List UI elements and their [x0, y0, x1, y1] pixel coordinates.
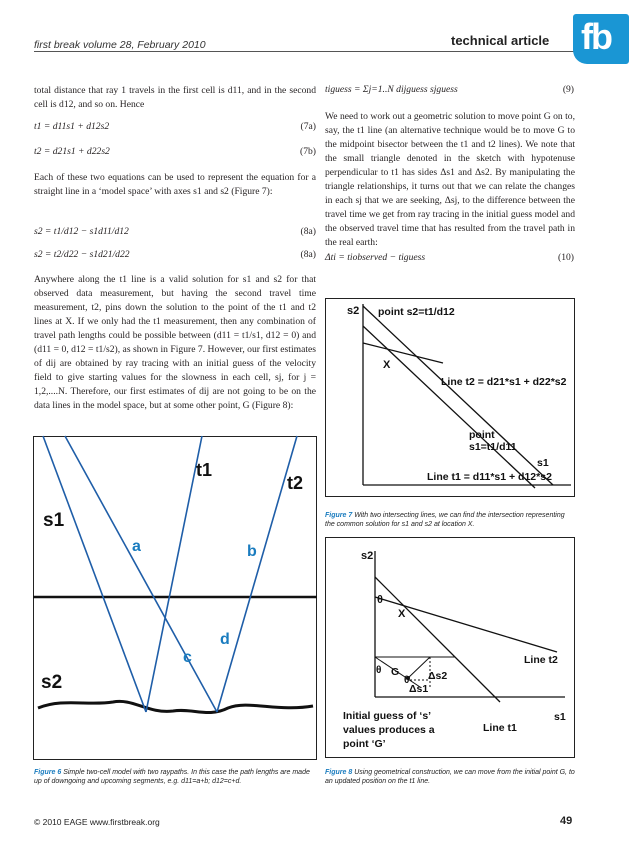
equation-9: tiguess = Σj=1..N dijguess sjguess: [325, 84, 458, 95]
label-t2: t2: [287, 473, 304, 493]
right-para-1: We need to work out a geometric solution to move point G on to, say, the t1 line (an alternative technique would be to move G to the midpoint bisector between the t1 and t2 lines). We note that the small triangle denoted in the sketch with hypotenuse perpendicular to t1 has sides Δs1 and Δs2. By manipulating the triangle relationships, it turns out that we can relate the changes in each sj that we are seeking, Δsj, to the difference between the travel time we get from ray tracing in the initial guess model and the observed travel time that has resulted from the travel path in the real earth:: [325, 111, 575, 248]
equation-8a: s2 = t1/d12 − s1d11/d12: [34, 226, 129, 237]
fig7-x-label: X: [383, 359, 391, 371]
label-s2: s2: [41, 672, 63, 693]
equation-9-number: (9): [562, 84, 574, 95]
label-a: a: [132, 538, 141, 555]
figure-8-caption: Figure 8 Using geometrical construction, we can move from the initial point G, to an updated position on the t1 line.: [325, 769, 575, 785]
equation-7a: t1 = d11s1 + d12s2: [34, 121, 110, 132]
figure-6-caption: Figure 6 Simple two-cell model with two raypaths. In this case the path lengths are made up of downgoing and upcoming segments, e.g. d11=a+b; d12=c+d.: [34, 769, 310, 785]
footer-copyright: © 2010 EAGE www.firstbreak.org: [34, 817, 160, 827]
fig7-line-t1: Line t1 = d11*s1 + d12*s2: [427, 471, 552, 483]
fig7-s1-label: s1: [537, 457, 549, 469]
equation-10-number: (10): [558, 252, 574, 263]
fig8-g-label: G: [391, 666, 400, 678]
fig8-guess-line-1: Initial guess of ‘s’: [343, 710, 432, 722]
equation-8b-number: (8a): [300, 249, 316, 260]
page-number: 49: [560, 815, 573, 827]
fb-logo: fb: [573, 14, 629, 64]
fig8-x-label: X: [398, 608, 406, 620]
left-para-2: Each of these two equations can be used to represent the equation for a straight line in a ‘model space’ with axes s1 and s2 (Figure 7):: [34, 172, 316, 197]
equation-8b: s2 = t2/d22 − s1d21/d22: [34, 249, 130, 260]
fig8-line-t2: Line t2: [524, 654, 558, 666]
equation-7b: t2 = d21s1 + d22s2: [34, 146, 110, 157]
fig7-point-s2: point s2=t1/d12: [378, 306, 455, 318]
fig8-ds1-label: Δs1: [409, 683, 429, 695]
section-title: technical article: [451, 33, 550, 48]
equation-10: Δti = tiobserved − tiguess: [325, 252, 426, 263]
figure-7: [325, 298, 576, 498]
header-rule: [34, 51, 574, 52]
label-s1: s1: [43, 510, 65, 531]
label-t1: t1: [196, 460, 213, 480]
fig8-theta-g: θ: [376, 665, 382, 676]
figure-7-caption: Figure 7 With two intersecting lines, we can find the intersection representing the common solution for s1 and s2 at location X.: [325, 512, 565, 528]
equation-7a-number: (7a): [300, 121, 316, 132]
fig8-s2-label: s2: [361, 550, 374, 562]
fig8-line-t1: Line t1: [483, 722, 517, 734]
fig7-line-t2: Line t2 = d21*s1 + d22*s2: [441, 376, 567, 388]
figure-6: [33, 436, 318, 761]
fig8-guess-line-3: point ‘G’: [343, 738, 386, 750]
equation-7b-number: (7b): [300, 146, 316, 157]
fig7-point-s1-b: s1=t1/d11: [469, 441, 517, 453]
label-c: c: [183, 649, 192, 666]
fig8-ds2-label: Δs2: [428, 670, 448, 682]
fig8-theta-small: θ: [404, 675, 410, 686]
fig7-point-s1-a: point: [469, 429, 495, 441]
fig8-guess-line-2: values produces a: [343, 724, 435, 736]
left-para-1: total distance that ray 1 travels in the first cell is d11, and in the second cell is d12, and so on. Hence: [34, 85, 316, 110]
left-para-3: Anywhere along the t1 line is a valid solution for s1 and s2 for that observed data measurement, but having the second travel time measurement, t2, pins down the solution to the point of the t1 and t2 lines at X. If we only had the t1 measurement, then any combination of travel path lengths could be possible between (d11 = t1/s1, d12 = 0) and (d11 = 0, d12 = t1/s2), as shown in Figure 7. However, our first estimates of dij are obtained by ray tracing with an initial guess of the velocity field to give starting values for the slowness in each cell, sj, for j = 1,2,....N. Therefore, our first estimates of dij are not going to be on the data lines in the model space, but at some other point, G (Figure 8):: [34, 274, 316, 411]
fig8-s1-label: s1: [554, 711, 566, 723]
journal-issue: first break volume 28, February 2010: [34, 39, 206, 51]
label-b: b: [247, 543, 257, 560]
equation-8a-number: (8a): [300, 226, 316, 237]
fig8-theta-top: θ: [377, 594, 383, 606]
fig7-s2-label: s2: [347, 305, 360, 317]
label-d: d: [220, 631, 230, 648]
figure-8: [325, 537, 576, 759]
